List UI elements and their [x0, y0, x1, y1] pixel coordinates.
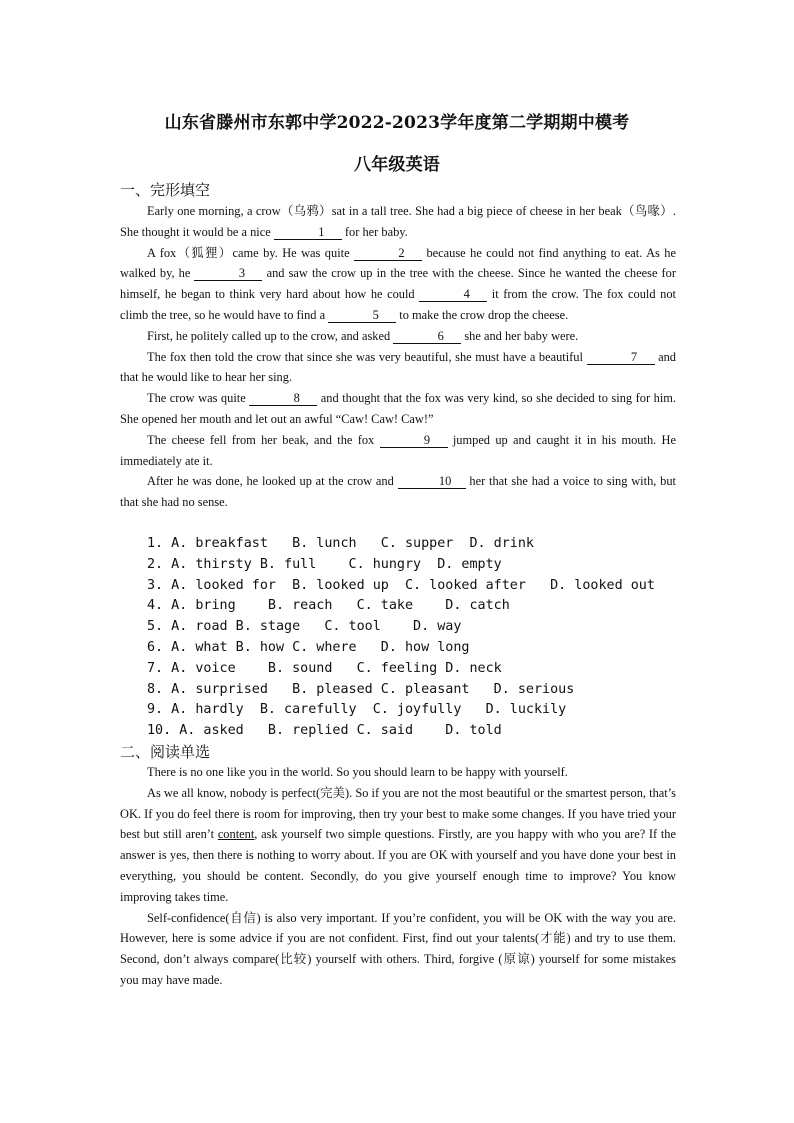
blank-4: 4	[419, 287, 487, 302]
option-line: 10. A. asked B. replied C. said D. told	[147, 723, 502, 739]
option-line: 3. A. looked for B. looked up C. looked after D. looked out	[147, 577, 655, 593]
blank-6: 6	[393, 329, 461, 344]
cloze-paragraph: The crow was quite 8 and thought that the fox was very kind, so she decided to sing for him. She opened her mouth and let out an awful “Caw! Caw! Caw!”	[120, 391, 677, 426]
cloze-paragraph: The fox then told the crow that since she was very beautiful, she must have a beautiful 7 and that he would like to hear her sing.	[120, 349, 676, 385]
document-subtitle: 八年级英语	[354, 155, 440, 175]
blank-10: 10	[398, 474, 466, 489]
option-line: 1. A. breakfast B. lunch C. supper D. drink	[147, 536, 534, 551]
document-title: 山东省滕州市东郭中学2022-2023学年度第二学期期中模考	[164, 113, 630, 133]
blank-9: 9	[380, 433, 448, 448]
cloze-passage	[120, 201, 676, 513]
cloze-paragraph: A fox（狐狸）came by. He was quite 2 because he could not find anything to eat. As he walked by, he 3 and saw the crow up in the tree with the cheese. Since he wanted the cheese for himself, he began to think very hard about how he could 4 it from the crow. The fox could not climb the tree, so he would have to find a 5 to make the crow drop the cheese.	[120, 245, 677, 322]
option-line: 6. A. what B. how C. where D. how long	[147, 639, 470, 655]
blank-3: 3	[194, 266, 262, 281]
option-line: 2. A. thirsty B. full C. hungry D. empty	[147, 556, 502, 572]
option-line: 4. A. bring B. reach C. take D. catch	[147, 598, 510, 614]
blank-1: 1	[274, 225, 342, 240]
section-heading-reading: 二、阅读单选	[120, 743, 211, 761]
reading-paragraph: Self-confidence(自信) is also very important. If you’re confident, you will be OK with the way you are. However, here is some advice if you are not confident. First, find out your talents(才能) and try to use them. Second, don’t always compare(比较) yourself with others. Third, forgive (原谅) yourself for some mistakes you may have made.	[120, 910, 676, 987]
option-line: 5. A. road B. stage C. tool D. way	[147, 619, 462, 635]
option-line: 9. A. hardly B. carefully C. joyfully D. luckily	[147, 702, 567, 718]
cloze-paragraph: After he was done, he looked up at the crow and 10 her that she had a voice to sing with, but that she had no sense.	[120, 474, 676, 510]
cloze-paragraph: Early one morning, a crow（乌鸦）sat in a tall tree. She had a big piece of cheese in her beak（鸟喙）. She thought it would be a nice 1 for her baby.	[120, 204, 676, 239]
underlined-word: content	[217, 827, 255, 842]
blank-8: 8	[249, 391, 317, 406]
option-line: 7. A. voice B. sound C. feeling D. neck	[147, 660, 502, 676]
blank-7: 7	[587, 350, 655, 365]
blank-5: 5	[328, 308, 396, 323]
cloze-paragraph: The cheese fell from her beak, and the fox 9 jumped up and caught it in his mouth. He immediately ate it.	[120, 432, 676, 468]
option-line: 8. A. surprised B. pleased C. pleasant D. serious	[147, 681, 575, 697]
reading-passage	[120, 762, 676, 991]
reading-paragraph: As we all know, nobody is perfect(完美). So if you are not the most beautiful or the smartest person, that’s OK. If you do feel there is room for improving, then try your best to make some changes. If you have tried your best but still aren’t content, ask yourself two simple questions. Firstly, are you happy with who you are? If the answer is yes, then there is nothing to worry about. If you are OK with yourself and you have done your best in everything, you should be content. Secondly, do you give yourself enough time to improve? You know improving takes time.	[120, 785, 676, 904]
cloze-options	[147, 534, 655, 742]
reading-paragraph: There is no one like you in the world. So you should learn to be happy with yourself.	[147, 765, 568, 779]
cloze-paragraph: First, he politely called up to the crow, and asked 6 she and her baby were.	[147, 328, 579, 343]
blank-2: 2	[354, 246, 422, 261]
section-heading-cloze: 一、完形填空	[120, 181, 211, 199]
